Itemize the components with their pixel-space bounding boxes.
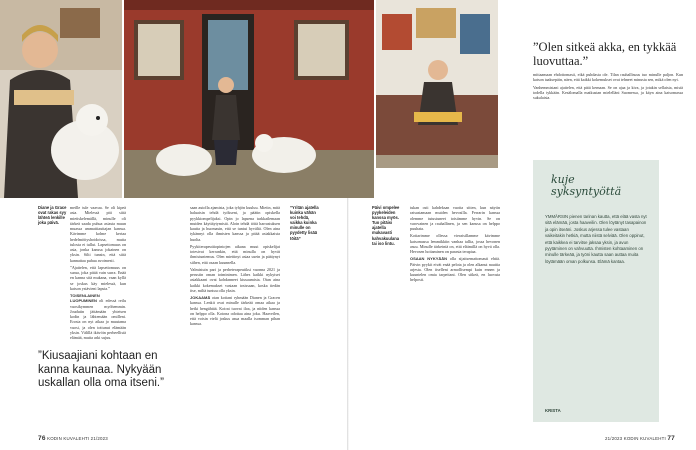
paragraph [410, 256, 500, 282]
paragraph: Pyykiterapeuttiopintojen aikana muut opiskelijat totesivat kerrankin, että minulla on hyvät ihmistuntemus. Olen miettinyt asiaa usein ja päätynyt siihen, että osaan kuunnella. [190, 243, 280, 265]
paragraph: saan autolla ajamista, joka tyhjön kuuluu. Mietin, mitä haluaisin tehdä työkseni, ja päätin opiskella pyykkiompelijaksi. Opin jo lapsena tarkkailemaan muiden käyttäytymistä. Aloin tehdä töitä harrastuksen kautta ja huomasin, että se tuntui hyvältä. Olen aina tykännyt olla ihmisten kanssa ja pitää asiakkaista huolta. [190, 205, 280, 242]
sidebar-signature: KRISTA [545, 408, 561, 413]
paragraph: mittaamaan ehdottomasti, eikä puhdasta ole. Tilan rauhallisuus tuo minulle paljon. Kun katson taaksepäin, näen, että kaikki kokemukset ovat tehneet minusta sen, mikä olen nyt. [533, 72, 683, 83]
photo-woman-knitting-sofa [376, 0, 498, 168]
paragraph: ”Ajattelen, että lapsettomuus on surua, joka pitää vain surra. Enää en kanna sitä mukana, vaan kyllä se joskus käy mielessä, kun katson ystävieni lapsia.” [70, 264, 126, 291]
paragraph-text: olla sijaitsemattomasti ehtiä. Päivin pyykit eivät enää pelota ja olen alkanut nauttia arjesta. Olen itselleni armollisempi kuin ennen ja kuuntelen omia tarpeitani. Olen sitkeä, en luovuta helposti. [410, 256, 500, 283]
pull-quote-left: ”Kiusaajiani kohtaan en kanna kaunaa. Nykyään uskallan olla oma itseni.” [38, 350, 164, 389]
photo-portrait-woman-dog [0, 0, 122, 198]
lead-in: JOKAAMÄ [190, 295, 211, 300]
lead-in: OSAAN NYKYÄÄN [410, 256, 448, 262]
caption-left: Diane ja Grace ovat rakas syy lähteä lenkille joka päivä. [38, 205, 67, 226]
pull-quote-right: ”Olen sitkeä akka, en tykkää luovuttaa.” [533, 40, 677, 68]
text-column-right-top [533, 72, 683, 102]
text-column-2 [190, 205, 280, 329]
sidebar-box [533, 160, 659, 422]
page-number-left: 76 [38, 435, 46, 442]
paragraph: Valmistuin pari ja perheterapeutiksi vuonna 2021 ja perustin oman toiminimen. Lähes kaikki nykyiset asiakkaani ovat kohdanneet kiusaamista. Otan aina kaikki kokemukset vastaan tosissaan, koska tiedän itse, miltä tuntuu olla yksin. [190, 266, 280, 293]
paragraph-text: oli edessä reilu vuosikymmen myöhemmin. Joudutin jättämään yhteisen kodin ja lähtemään omilleni. Erosta on nyt aikaa jo muutama vuosi, ja olen tottunut elämään yksin. Välillä ikävöin perheellistä elämää, mutta arki sujuu. [70, 298, 126, 340]
page-number-right: 77 [667, 435, 675, 442]
photo-woman-doorway-dogs [124, 0, 374, 198]
footer-left [38, 435, 108, 442]
magazine-issue-right: 21/2023 KODIN KUVALEHTI [605, 436, 666, 441]
text-column-1 [70, 205, 126, 342]
paragraph-text: otan kotiani ryhmään Dianen ja Gracen kanssa. Lenkit ovat minulle tärkeää omaa aikaa ja hetki hengähtää. Koirat tuovat iloa, ja niiden kanssa on helppo olla. Kotona odottaa aina joku. Haaveilen, että voisin vielä joskus asua maalla isomman pihan kanssa. [190, 295, 281, 327]
text-column-3 [410, 205, 500, 285]
magazine-issue-left: KODIN KUVALEHTI 21/2023 [47, 436, 108, 441]
paragraph [70, 293, 126, 340]
paragraph: Kotiarimme ollessa vieraisillamme kävimme katsomassa lemmikkiin vanhaa tallia, jossa hevonen asuu. Minulle tärkeintä on, että eläimillä on hyvä olla. Hevosen hoitaminen on parasta terapiaa. [410, 233, 500, 254]
lead-in: TOISENLAINEN LUOPUMINEN [70, 293, 100, 304]
footer-right [605, 435, 675, 442]
sidebar-text: YMMÄRSIN pienen tarinan kautta, että elää vasta nyt sitä elämää, josta haaveilin. Olen löytänyt tasapainon ja opin itseäni. Joskus arjessa tulee vastaan vaikeitakin hetkiä, mutta niistä selviää. Olen oppinut, että kaikkea ei tarvitse jaksaa yksin, ja avun pyytäminen on vahvuutta. Ihmisten kohtaaminen on minulle tärkeää, ja työni kautta saan auttaa muita löytämään oman polkunsa. Elämä kantaa. [545, 214, 647, 264]
paragraph [190, 295, 280, 327]
sidebar-title: kuje syksyntyöttä [551, 173, 622, 198]
caption-middle: ”Yritän ajatella kuinka vähän voi tehdä, vaikka kuinka minulle on pyydetty lisää töitä” [290, 205, 319, 241]
caption-right: Päivi ompelee pyykeleiden kanssa myös. Tuo pitäisi ajatella mukavasti kahvakuulana tai iso lintu. [372, 205, 400, 246]
paragraph: Vanhemmistani ajattelen, että pätä kernaan. Se on ajaa ja kiva, ja jotakin sellaista, mistä todella tykkään. Kesälomalla matkustan mielelläni Suomessa, ja käyn aina katsomassa sukulaisia. [533, 84, 683, 100]
paragraph: tukan osti kahdeksan vuotta sitten, kun näytin ratsastamaan muiden hevosilla. Ferrarin kanssa olemme tutustuneet toisiimme hyvin. Se on varovainen ja rauhallinen, ja sen kanssa on helppo puuhata. [410, 205, 500, 231]
paragraph: meille tule vaavaa. Se oli kipeä asia. Mielessä piti siitä mietiskelemällä, minulle oli tärkeä saada puhua asiasta muun muassa ammattiauttajan kanssa. Kävimme kolme kertaa hedelmöityshoidoissa, mutta tulosta ei tullut. Lapsettomuus on asia, jonka kanssa jokainen on yksin. Silti tunsin, että siitä kannattaa puhua avoimesti. [70, 205, 126, 263]
